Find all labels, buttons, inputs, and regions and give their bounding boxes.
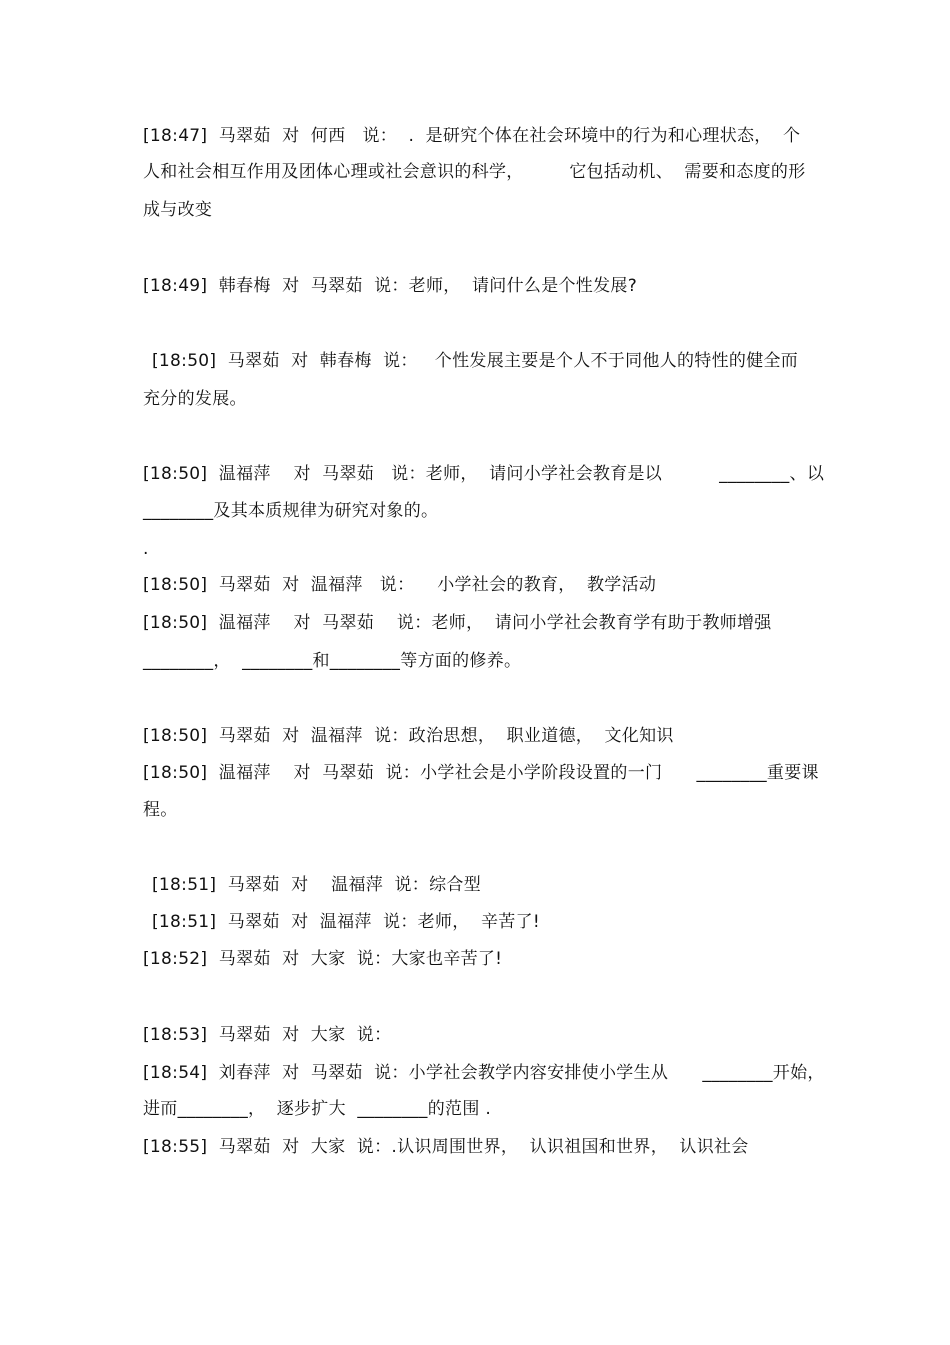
chat-line: 成与改变 (143, 200, 213, 220)
chat-line: [18:47] 马翠茹 对 何西 说： . 是研究个体在社会环境中的行为和心理状态， 个 (143, 126, 801, 146)
chat-line: [18:51] 马翠茹 对 温福萍 说：老师， 辛苦了! (152, 912, 541, 932)
chat-line: 程。 (143, 800, 178, 820)
chat-line: ________， ________和________等方面的修养。 (143, 651, 522, 671)
chat-line: [18:53] 马翠茹 对 大家 说： (143, 1025, 392, 1045)
chat-line: [18:54] 刘春萍 对 马翠茹 说：小学社会教学内容安排使小学生从 ________开始， (143, 1063, 825, 1083)
chat-line: 进而________， 逐步扩大 ________的范围 . (143, 1099, 492, 1119)
chat-line: [18:49] 韩春梅 对 马翠茹 说：老师， 请问什么是个性发展? (143, 276, 638, 296)
chat-line: [18:52] 马翠茹 对 大家 说：大家也辛苦了! (143, 949, 503, 969)
chat-line: . (143, 539, 149, 559)
chat-line: [18:50] 马翠茹 对 温福萍 说：政治思想， 职业道德， 文化知识 (143, 726, 674, 746)
chat-line: 充分的发展。 (143, 389, 247, 409)
chat-line: ________及其本质规律为研究对象的。 (143, 501, 439, 521)
chat-line: [18:51] 马翠茹 对 温福萍 说：综合型 (152, 875, 481, 895)
chat-line: [18:50] 温福萍 对 马翠茹 说：小学社会是小学阶段设置的一门 ________重要课 (143, 763, 819, 783)
chat-line: [18:50] 温福萍 对 马翠茹 说：老师， 请问小学社会教育是以 ________、以 (143, 464, 825, 484)
chat-line: 人和社会相互作用及团体心理或社会意识的科学， 它包括动机、 需要和态度的形 (143, 162, 806, 182)
chat-line: [18:50] 马翠茹 对 韩春梅 说： 个性发展主要是个人不于同他人的特性的健全而 (152, 351, 799, 371)
chat-line: [18:55] 马翠茹 对 大家 说：.认识周围世界， 认识祖国和世界， 认识社会 (143, 1137, 749, 1157)
chat-line: [18:50] 马翠茹 对 温福萍 说： 小学社会的教育， 教学活动 (143, 575, 657, 595)
chat-line: [18:50] 温福萍 对 马翠茹 说：老师， 请问小学社会教育学有助于教师增强 (143, 613, 772, 633)
